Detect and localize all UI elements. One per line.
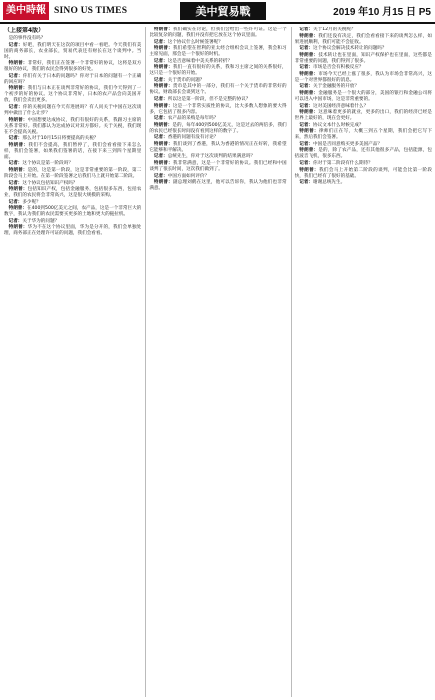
newspaper-logo: 美中時報 bbox=[3, 2, 49, 20]
article-paragraph bbox=[295, 123, 432, 129]
paragraph-text: 总统先生，你对于这次谈判的结果满意吗？ bbox=[167, 154, 256, 160]
article-paragraph bbox=[4, 43, 141, 61]
speaker-label: 特朗普： bbox=[8, 117, 28, 123]
article-paragraph bbox=[295, 148, 432, 160]
speaker-label: 记者： bbox=[153, 39, 168, 45]
paragraph-text: 农产品的采购是每年吗？ bbox=[167, 116, 219, 122]
header-rule bbox=[0, 22, 435, 24]
article-paragraph bbox=[295, 53, 432, 65]
article-paragraph bbox=[295, 34, 432, 46]
paragraph-text: 这个协议是第一阶段吗？ bbox=[22, 161, 73, 167]
speaker-label: 记者： bbox=[8, 180, 23, 186]
speaker-label: 特朗普： bbox=[153, 27, 173, 32]
article-paragraph bbox=[149, 135, 286, 141]
paragraph-text: 货币是其中的一部分，我们有一个关于货币的非常好的协议。财政部长会谈到这个。 bbox=[149, 84, 287, 96]
date-page bbox=[333, 3, 431, 18]
paragraph-text: 我们希望在智利的亚太经合组织会议上签署，我会和习主席见面，那会是一个很好的时机。 bbox=[149, 46, 287, 58]
paragraph-text: 这个协议包括知识产权吗？ bbox=[22, 180, 78, 186]
paragraph-text: 你们有关于日本的问题吗？你对于日本的问题有一个正确的回应吗？ bbox=[4, 73, 142, 85]
speaker-label: 特朗普： bbox=[153, 84, 173, 90]
article-paragraph bbox=[4, 200, 141, 206]
paragraph-text: 中国方面如何评价？ bbox=[167, 173, 210, 179]
article-paragraph bbox=[295, 104, 432, 110]
article-paragraph bbox=[295, 46, 432, 52]
article-paragraph bbox=[295, 27, 432, 33]
speaker-label: 特朗普： bbox=[299, 129, 319, 135]
page-number: P5 bbox=[418, 7, 431, 18]
paragraph-text: 协议文本什么时候完成？ bbox=[313, 122, 364, 128]
article-paragraph bbox=[149, 27, 286, 39]
speaker-label: 记者： bbox=[8, 105, 23, 111]
paragraph-text: 是的事件没有吗？ bbox=[8, 36, 46, 41]
paragraph-text: 包括知识产权，包括金融服务，包括很多东西，包括农业，我们的农民将会非常高兴，这是很大规模的采购。 bbox=[4, 187, 142, 199]
article-paragraph bbox=[295, 161, 432, 167]
paragraph-text: 市场是否会有积极反应？ bbox=[313, 65, 364, 71]
speaker-label: 特朗普： bbox=[299, 90, 319, 96]
paragraph-text: 关于12月的关税呢？ bbox=[313, 27, 356, 32]
paragraph-text: 我们与日本正在谈判非常好的协议，我们今天得到了一个初步的好的协议。这个协议非常好，日本的农产品会向美国开放，我们会卖出更多。 bbox=[4, 86, 142, 104]
paragraph-text: 中国是否同意购买更多美国产品？ bbox=[313, 141, 382, 147]
paragraph-text: 律师们正在写，大概三到五个星期，我们会把它写下来，然后我们会签署。 bbox=[294, 129, 432, 141]
speaker-label: 记者： bbox=[153, 116, 168, 122]
article-paragraph bbox=[149, 142, 286, 154]
speaker-label: 特朗普： bbox=[8, 167, 28, 173]
paragraph-text: 这对美国经济意味着什么？ bbox=[313, 103, 369, 109]
article-paragraph bbox=[4, 225, 141, 237]
paragraph-text: 这是一个非常实质性的协议，比大多数人想象的要大得多，它包括了很多内容。 bbox=[149, 103, 287, 115]
speaker-label: 特朗普： bbox=[8, 206, 28, 212]
speaker-label: 记者： bbox=[299, 180, 314, 186]
article-paragraph bbox=[149, 59, 286, 65]
paragraph-text: 是的，除了农产品，还有其他很多产品，包括能源，包括波音飞机，很多东西。 bbox=[294, 148, 432, 160]
speaker-label: 特朗普： bbox=[8, 61, 28, 67]
paragraph-text: 我们会马上开始第二阶段的谈判，可能会比第一阶段快，我们已经有了很好的基础。 bbox=[294, 167, 432, 179]
paragraph-text: 多少呢？ bbox=[22, 199, 41, 205]
article-paragraph bbox=[4, 36, 141, 42]
paragraph-text: 我们谈到了香港，我认为香港的情况正在好转，我希望它能够和平解决。 bbox=[149, 141, 287, 153]
paragraph-text: 这个协议什么时候签署呢？ bbox=[167, 39, 223, 45]
article-paragraph bbox=[295, 65, 432, 71]
article-paragraph bbox=[4, 86, 141, 104]
paragraph-text: 这是否意味着中美关系的转折？ bbox=[167, 58, 233, 64]
paragraph-text: 关于金融服务的开放？ bbox=[313, 84, 359, 90]
paragraph-text: 所以这是第一阶段，但不是完整的协议？ bbox=[167, 97, 251, 103]
article-paragraph bbox=[149, 46, 286, 58]
speaker-label: 特朗普： bbox=[299, 148, 319, 154]
paragraph-text: 我们确实在讨论，但我们会给出一些许可证。这是一个比较复杂的问题，我们并没有把它放在这个协议里面。 bbox=[149, 27, 287, 39]
speaker-label: 记者： bbox=[299, 27, 314, 32]
speaker-label: 记者： bbox=[299, 46, 314, 52]
article-paragraph bbox=[149, 180, 286, 192]
speaker-label: 特朗普： bbox=[8, 86, 28, 92]
paragraph-text: 中国想要达成协议，我们有很好的关系，我跟习主席的关系非常好。我们都认为达成协议对双方都好。关于关税，我们现在不会提高关税。 bbox=[4, 117, 142, 135]
paragraph-text: 香港的问题有没有讨论？ bbox=[167, 135, 219, 141]
paragraph-text: 我们还没有决定，我们会看看接下来的谈判怎么样，如果进展顺利，我们可能不会征收。 bbox=[294, 33, 432, 45]
speaker-label: 记者： bbox=[299, 65, 314, 71]
paragraph-text: 是的，每年400到500亿美元，这是过去的两倍多，我们的农民已经很长时间没有看到这样的数字了。 bbox=[149, 122, 287, 134]
paragraph-text: 我们不会提高，我们暂停了，我们会看看接下来怎么样，我们会签署，如果我们签署的话，在接下来三到四个星期里面。 bbox=[4, 142, 142, 160]
speaker-label: 记者： bbox=[8, 42, 23, 48]
speaker-label: 特朗普： bbox=[153, 141, 173, 147]
article-paragraph bbox=[4, 219, 141, 225]
article-paragraph bbox=[149, 104, 286, 116]
speaker-label: 记者： bbox=[299, 122, 314, 128]
paragraph-text: 金融服务是一个很大的部分，美国的银行和金融公司将可以进入中国市场，这是非常重要的。 bbox=[294, 90, 432, 103]
paragraph-text: 那么对于10月15日将要提高的关税？ bbox=[22, 136, 99, 142]
paragraph-text: 在400到500亿美元之间，农产品，这是一个非常巨大的数字，我认为我们的农民需要买更多的土地和更大的拖拉机。 bbox=[4, 206, 142, 218]
paragraph-text: 你对于第二阶段有什么期待？ bbox=[313, 160, 373, 166]
section-title: 美中貿易戰 bbox=[180, 2, 266, 20]
speaker-label: 特朗普： bbox=[299, 33, 319, 39]
masthead-left bbox=[3, 2, 127, 20]
article-paragraph bbox=[4, 74, 141, 86]
article-paragraph bbox=[295, 110, 432, 122]
article-paragraph bbox=[149, 84, 286, 96]
paragraph-text: 市场今天已经上涨了很多，我认为市场会非常高兴，这是一个对世界都很好的消息。 bbox=[294, 71, 432, 83]
speaker-label: 记者： bbox=[153, 173, 168, 179]
speaker-label: 特朗普： bbox=[8, 225, 28, 231]
paragraph-text: 关于华为的问题？ bbox=[22, 218, 60, 224]
speaker-label: 记者： bbox=[153, 77, 168, 83]
paragraph-text: 谢谢总统先生。 bbox=[313, 180, 346, 186]
speaker-label: 记者： bbox=[153, 154, 168, 160]
article-paragraph bbox=[295, 180, 432, 186]
article-paragraph bbox=[4, 187, 141, 199]
speaker-label: 特朗普： bbox=[153, 160, 173, 166]
speaker-label: 记者： bbox=[8, 199, 23, 205]
article-paragraph bbox=[149, 65, 286, 77]
speaker-label: 记者： bbox=[299, 103, 314, 109]
article-paragraph bbox=[4, 168, 141, 180]
paragraph-text: 你的关税问题在今天有进展吗？有人问关于中国在这次谈判中做出了什么让步？ bbox=[4, 105, 142, 117]
article-column-3 bbox=[291, 27, 432, 697]
speaker-label: 记者： bbox=[299, 160, 314, 166]
article-columns bbox=[4, 27, 432, 697]
speaker-label: 记者： bbox=[299, 141, 314, 147]
speaker-label: 记者： bbox=[8, 73, 23, 79]
speaker-label: 记者： bbox=[8, 218, 23, 224]
article-paragraph bbox=[149, 116, 286, 122]
paragraph-text: 副总理刘鹤在这里，他可以告诉你，我认为他们也非常满意。 bbox=[149, 180, 287, 192]
paragraph-text: 华为不在这个协议里面，华为是分开的，我们会单独处理，商务部正在处理许可证的问题，我们会看看。 bbox=[4, 225, 142, 237]
article-paragraph bbox=[4, 206, 141, 218]
speaker-label: 特朗普： bbox=[153, 122, 173, 128]
masthead bbox=[0, 0, 435, 22]
article-paragraph bbox=[295, 72, 432, 84]
article-paragraph bbox=[295, 168, 432, 180]
article-paragraph bbox=[4, 136, 141, 142]
speaker-label: 记者： bbox=[153, 97, 168, 103]
speaker-label: 特朗普： bbox=[153, 103, 173, 109]
article-paragraph bbox=[4, 143, 141, 161]
paragraph-text: 这个协议会解决技术转让的问题吗？ bbox=[313, 46, 387, 52]
article-column-2 bbox=[145, 27, 286, 697]
article-paragraph bbox=[149, 123, 286, 135]
article-paragraph bbox=[149, 154, 286, 160]
paragraph-text: 非常好，我们正在签署一个非常好的协议，这将是双方很好的协议，我们的农民会得到很多的好处。 bbox=[4, 61, 142, 73]
paragraph-text: 我们一直有很好的关系，我和习主席之间的关系很好，这只是一个很好的开始。 bbox=[149, 65, 287, 77]
paragraph-text: 关于货币的问题？ bbox=[167, 77, 205, 83]
speaker-label: 特朗普： bbox=[153, 46, 173, 52]
paragraph-text: 好吧，我们明天在这次的项目中看一看吧。今天我们有美国的商务部长，农业部长，贸易代表还有财长在这个谈判中。当时。 bbox=[4, 42, 142, 60]
article-paragraph bbox=[149, 40, 286, 46]
speaker-label: 特朗普： bbox=[8, 187, 28, 193]
article-column-1 bbox=[4, 27, 141, 697]
speaker-label: 记者： bbox=[299, 84, 314, 90]
speaker-label: 特朗普： bbox=[299, 52, 319, 58]
paragraph-text: 技术转让也在里面，知识产权保护也在里面，这些都是非常重要的问题，我们得到了很多。 bbox=[294, 52, 432, 64]
speaker-label: 记者： bbox=[8, 161, 23, 167]
speaker-label: 特朗普： bbox=[299, 167, 319, 173]
article-paragraph bbox=[149, 161, 286, 173]
paragraph-text: 这意味着更多的就业，更多的出口，我们的经济已经是世界上最好的，现在会更好。 bbox=[294, 110, 432, 122]
newspaper-name: SINO US TIMES bbox=[54, 6, 128, 16]
article-paragraph bbox=[4, 181, 141, 187]
article-paragraph bbox=[149, 174, 286, 180]
speaker-label: 记者： bbox=[153, 58, 168, 64]
speaker-label: 特朗普： bbox=[299, 71, 319, 77]
paragraph-text: 是的，这是第一阶段，这是非常重要的第一阶段，第二阶段会马上开始。在第一阶段签署之后我们马上就开始第二阶段。 bbox=[4, 167, 142, 180]
article-paragraph bbox=[295, 84, 432, 90]
article-paragraph bbox=[149, 97, 286, 103]
speaker-label: 特朗普： bbox=[153, 65, 173, 71]
article-paragraph bbox=[295, 91, 432, 103]
article-paragraph bbox=[295, 129, 432, 141]
article-paragraph bbox=[4, 105, 141, 117]
article-paragraph bbox=[4, 118, 141, 136]
article-paragraph bbox=[4, 161, 141, 167]
speaker-label: 记者： bbox=[8, 136, 23, 142]
continued-label: （上接第4版） bbox=[4, 27, 45, 34]
speaker-label: 特朗普： bbox=[8, 142, 29, 148]
article-paragraph bbox=[295, 142, 432, 148]
article-paragraph bbox=[4, 61, 141, 73]
article-paragraph bbox=[149, 78, 286, 84]
paragraph-text: 我非常满意，这是一个非常好的协议。我们已经和中国谈判了很长时间，这次我们做到了。 bbox=[149, 160, 287, 173]
speaker-label: 记者： bbox=[153, 135, 168, 141]
speaker-label: 特朗普： bbox=[299, 110, 319, 116]
issue-date: 2019 年10 月15 日 bbox=[333, 7, 416, 18]
speaker-label: 特朗普： bbox=[153, 180, 173, 186]
